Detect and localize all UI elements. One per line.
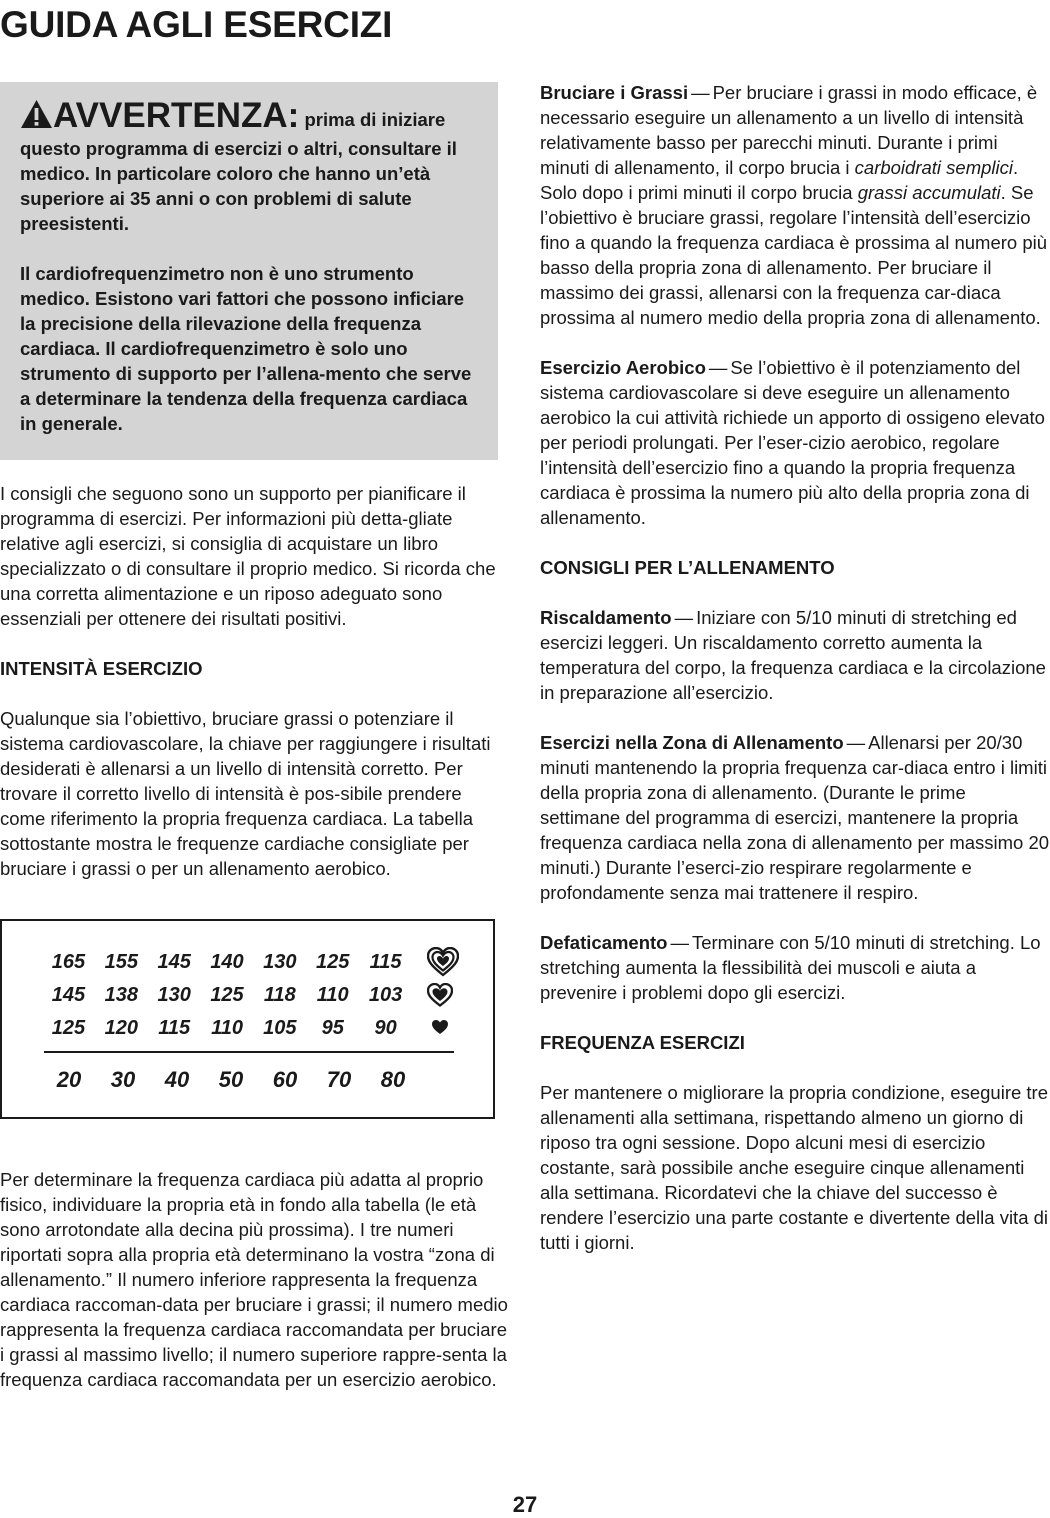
- age-cell: 30: [110, 1067, 136, 1092]
- heart-rate-cell: 165: [51, 951, 86, 973]
- heart-icon: [431, 1019, 449, 1035]
- warning-box: [0, 82, 498, 460]
- heart-rate-table: [0, 919, 495, 1119]
- heart-rate-cell: 125: [51, 1017, 86, 1039]
- training-zone-paragraph: Esercizi nella Zona di Allenamento — Allenarsi per 20/30 minuti mantenendo la propria frequenza car-diaca entro i limiti della propria zona di allenamento. (Durante le prime settimane del programma di esercizi, mantenere la propria frequenza cardiaca nella zona di allenamento per massimo 20 minuti.) Durante l’eserci-zio respirare regolarmente e profondamente senza mai trattenere il respiro.: [540, 732, 1050, 903]
- fat-burn-emphasis-2: grassi accumulati: [857, 182, 1001, 203]
- warning-paragraph-1: [20, 96, 478, 236]
- heart-rate-cell: 120: [104, 1017, 138, 1039]
- heart-rate-cell: 138: [104, 984, 138, 1006]
- age-cell: 60: [272, 1067, 298, 1092]
- cooldown-lead: Defaticamento: [540, 932, 668, 953]
- page-number: 27: [512, 1492, 538, 1517]
- heart-rate-cell: 118: [263, 984, 296, 1006]
- warmup-text: Iniziare con 5/10 minuti di stretching ed esercizi leggeri. Un riscaldamento corretto aumenta la temperatura del corpo, la frequenza cardiaca e la circolazione in preparazione all’esercizio.: [540, 607, 1046, 703]
- fat-burn-lead: Bruciare i Grassi: [540, 82, 689, 103]
- heart-rate-cell: 90: [374, 1017, 397, 1039]
- intro-paragraph: I consigli che seguono sono un supporto per pianificare il programma di esercizi. Per informazioni più detta-gliate relative agli esercizi, si consiglia di acquistare un libro specializzato o di consultare il proprio medico. Si ricorda che una corretta alimentazione e un riposo adeguato sono essenziali per ottenere dei risultati positivi.: [0, 483, 496, 629]
- fat-burn-text-a: Per bruciare i grassi in modo efficace, è necessario eseguire un allenamento a un livello di intensità relativamente basso per parecchi minuti. Durante i primi minuti di allenamento, il corpo brucia i: [540, 82, 1038, 178]
- fat-burn-text-b: . Solo dopo i primi minuti il corpo brucia: [540, 157, 1019, 203]
- frequency-heading: FREQUENZA ESERCIZI: [540, 1032, 745, 1053]
- age-cell: 70: [326, 1067, 352, 1092]
- heart-rate-cell: 125: [316, 951, 350, 973]
- heart-rate-cell: 145: [157, 951, 191, 973]
- aerobic-lead: Esercizio Aerobico: [540, 357, 706, 378]
- heart-rate-cell: 155: [104, 951, 138, 973]
- heart-rate-cell: 105: [263, 1017, 297, 1039]
- warning-triangle-icon: [20, 99, 53, 129]
- heart-rate-cell: 115: [369, 951, 402, 973]
- training-zone-text: Allenarsi per 20/30 minuti mantenendo la propria frequenza car-diaca entro i limiti della propria zona di allenamento. (Durante le prime settimane del programma di esercizi, mantenere la propria frequenza cardiaca nella zona di allenamento per massimo 20 minuti.) Durante l’eserci-zio respirare regolarmente e profondamente senza mai trattenere il respiro.: [540, 732, 1050, 903]
- heart-rate-cell: 110: [211, 1017, 243, 1039]
- right-column: [540, 80, 1050, 1255]
- heart-rate-cell: 145: [51, 984, 86, 1006]
- intensity-paragraph: Qualunque sia l’obiettivo, bruciare grassi o potenziare il sistema cardiovascolare, la chiave per raggiungere i risultati desiderati è allenarsi a un livello di intensità corretto. Per trovare il corretto livello di intensità è pos-sibile prendere come riferimento la propria frequenza cardiaca. La tabella sottostante mostra le frequenze cardiache consigliate per bruciare i grassi o per un allenamento aerobico.: [0, 708, 491, 879]
- age-cell: 20: [56, 1067, 82, 1092]
- cooldown-text: Terminare con 5/10 minuti di stretching. Lo stretching aumenta la flessibilità dei muscoli e aiuta a prevenire i problemi dopo gli esercizi.: [540, 932, 1041, 1003]
- page-title: GUIDA AGLI ESERCIZI: [0, 4, 393, 45]
- age-cell: 80: [380, 1067, 406, 1092]
- heart-rate-row-aerobic: [42, 951, 412, 974]
- aerobic-text: Se l’obiettivo è il potenziamento del sistema cardiovascolare si deve eseguire un allenamento aerobico la cui attività richiede un apporto di ossigeno elevato per periodi prolungati. Per l’eser-cizio aerobico, regolare l’intensità dell’esercizio fino a quando la propria frequenza cardiaca è prossima la numero più alto della propria zona di allenamento.: [540, 357, 1045, 528]
- table-divider: [44, 1051, 454, 1053]
- heart-rate-cell: 95: [321, 1017, 344, 1039]
- heart-rate-cell: 103: [368, 984, 403, 1006]
- heart-rate-cell: 130: [157, 984, 191, 1006]
- fat-burn-emphasis-1: carboidrati semplici: [854, 157, 1013, 178]
- warning-paragraph-2: Il cardiofrequenzimetro non è uno strumento medico. Esistono vari fattori che possono inficiare la precisione della rilevazione della frequenza cardiaca. Il cardiofrequenzimetro è solo uno strumento di supporto per l’allena-mento che serve a determinare la tendenza della frequenza cardiaca in generale.: [20, 263, 472, 434]
- heart-rate-cell: 140: [210, 951, 244, 973]
- heart-rate-row-fat-burn: [42, 1017, 412, 1040]
- training-zone-lead: Esercizi nella Zona di Allenamento: [540, 732, 844, 753]
- intensity-heading: INTENSITÀ ESERCIZIO: [0, 658, 203, 679]
- tips-heading: CONSIGLI PER L’ALLENAMENTO: [540, 557, 835, 578]
- heart-rate-cell: 110: [316, 984, 349, 1006]
- age-cell: 50: [218, 1067, 244, 1092]
- aerobic-paragraph: Esercizio Aerobico — Se l’obiettivo è il potenziamento del sistema cardiovascolare si deve eseguire un allenamento aerobico la cui attività richiede un apporto di ossigeno elevato per periodi prolungati. Per l’eser-cizio aerobico, regolare l’intensità dell’esercizio fino a quando la propria frequenza cardiaca è prossima la numero più alto della propria zona di allenamento.: [540, 357, 1045, 528]
- triple-heart-icon: [427, 947, 459, 977]
- heart-rate-cell: 130: [263, 951, 297, 973]
- heart-rate-cell: 115: [158, 1017, 191, 1039]
- heart-rate-cell: 125: [210, 984, 244, 1006]
- fat-burn-paragraph: Bruciare i Grassi — Per bruciare i grassi in modo efficace, è necessario eseguire un allenamento a un livello di intensità relativamente basso per parecchi minuti. Durante i primi minuti di allenamento, il corpo brucia i carboidrati semplici. Solo dopo i primi minuti il corpo brucia grassi accumulati. Se l’obiettivo è bruciare grassi, regolare l’intensità dell’esercizio fino a quando la frequenza cardiaca è prossima al numero più basso della propria zona di allenamento. Per bruciare il massimo dei grassi, allenarsi con la frequenza car-diaca prossima al numero medio della propria zona di allenamento.: [540, 82, 1048, 328]
- cooldown-paragraph: Defaticamento — Terminare con 5/10 minuti di stretching. Lo stretching aumenta la flessibilità dei muscoli e aiuta a prevenire i problemi dopo gli esercizi.: [540, 932, 1041, 1003]
- warmup-paragraph: Riscaldamento — Iniziare con 5/10 minuti di stretching ed esercizi leggeri. Un riscaldamento corretto aumenta la temperatura del corpo, la frequenza cardiaca e la circolazione in preparazione all’esercizio.: [540, 607, 1046, 703]
- left-column: [0, 82, 510, 1392]
- age-cell: 40: [164, 1067, 190, 1092]
- frequency-paragraph: Per mantenere o migliorare la propria condizione, eseguire tre allenamenti alla settimana, rispettando almeno un giorno di riposo tra ogni sessione. Dopo alcuni mesi di esercizio costante, sarà possibile anche eseguire cinque allenamenti alla settimana. Ricordatevi che la chiave del successo è rendere l’esercizio una parte costante e divertente della vita di tutti i giorni.: [540, 1082, 1049, 1253]
- warning-label: AVVERTENZA:: [53, 96, 300, 135]
- warmup-lead: Riscaldamento: [540, 607, 672, 628]
- age-row: [42, 1067, 422, 1093]
- double-heart-icon: [427, 983, 453, 1007]
- fat-burn-text-c: . Se l’obiettivo è bruciare grassi, regolare l’intensità dell’esercizio fino a quando la frequenza cardiaca è prossima al numero più basso della propria zona di allenamento. Per bruciare il massimo dei grassi, allenarsi con la frequenza car-diaca prossima al numero medio della propria zona di allenamento.: [540, 182, 1048, 328]
- heart-rate-row-max-burn: [42, 984, 412, 1007]
- warning-text-1: prima di iniziare questo programma di esercizi o altri, consultare il medico. In particolare coloro che hanno un’età superiore ai 35 anni o con problemi di salute preesistenti.: [20, 109, 457, 234]
- table-explanation-paragraph: Per determinare la frequenza cardiaca più adatta al proprio fisico, individuare la propria età in fondo alla tabella (le età sono arrotondate alla decina più prossima). I tre numeri riportati sopra alla propria età determinano la vostra “zona di allenamento.” Il numero inferiore rappresenta la frequenza cardiaca raccoman-data per bruciare i grassi; il numero medio rappresenta la frequenza cardiaca raccomandata per bruciare i grassi al massimo livello; il numero superiore rappre-senta la frequenza cardiaca raccomandata per un esercizio aerobico.: [0, 1169, 508, 1390]
